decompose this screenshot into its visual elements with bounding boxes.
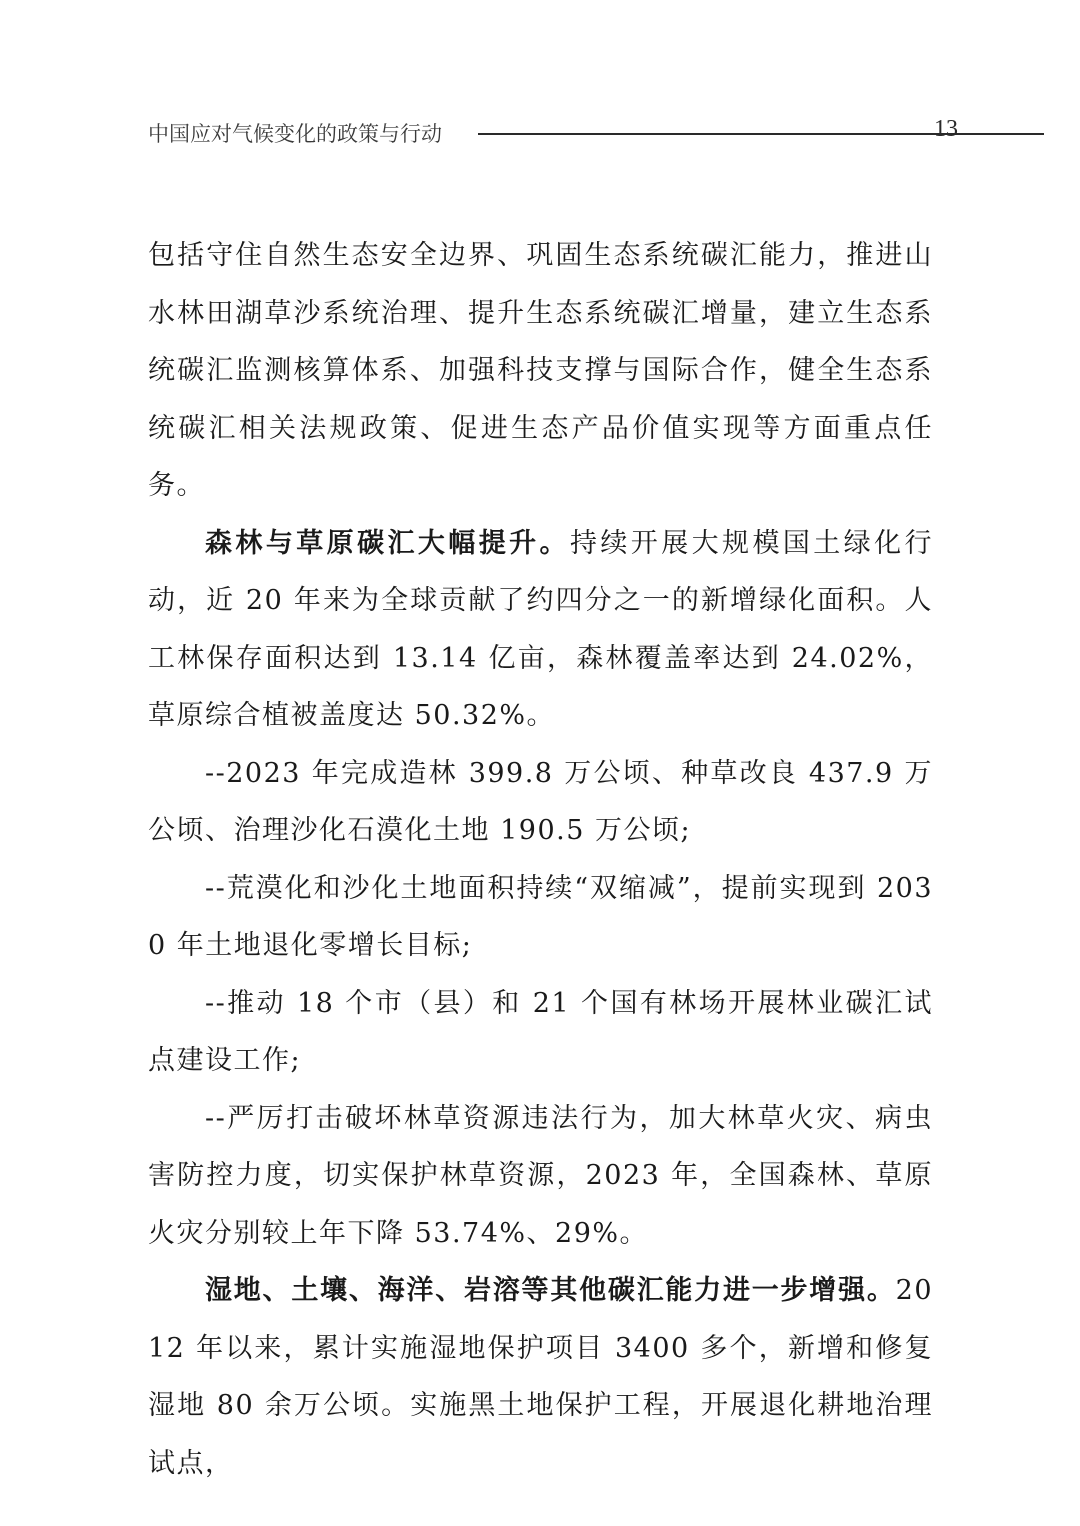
paragraph-other-sinks [148, 1262, 933, 1492]
list-item-text: --严厉打击破坏林草资源违法行为，加大林草火灾、病虫害防控力度，切实保护林草资源，2023 年，全国森林、草原火灾分别较上年下降 53.74%、29%。 [148, 1102, 933, 1249]
list-item [148, 1090, 933, 1263]
paragraph-forest-grassland [148, 515, 933, 745]
header-title: 中国应对气候变化的政策与行动 [148, 122, 442, 146]
paragraph-text: 包括守住自然生态安全边界、巩固生态系统碳汇能力，推进山水林田湖草沙系统治理、提升生态系统碳汇增量，建立生态系统碳汇监测核算体系、加强科技支撑与国际合作，健全生态系统碳汇相关法规政策、促进生态产品价值实现等方面重点任务。 [148, 240, 933, 501]
page-number: 13 [934, 116, 958, 142]
list-item-text: --荒漠化和沙化土地面积持续“双缩减”，提前实现到 2030 年土地退化零增长目标; [148, 872, 933, 961]
header-rule [478, 133, 1044, 135]
list-item [148, 975, 933, 1090]
list-item-text: --推动 18 个市（县）和 21 个国有林场开展林业碳汇试点建设工作; [148, 987, 933, 1076]
list-item [148, 745, 933, 860]
running-header [148, 116, 960, 150]
body-text [148, 227, 933, 1492]
list-item-text: --2023 年完成造林 399.8 万公顷、种草改良 437.9 万公顷、治理沙化石漠化土地 190.5 万公顷; [148, 757, 933, 846]
paragraph-continuation [148, 227, 933, 515]
paragraph-text: 持续开展大规模国土绿化行动，近 20 年来为全球贡献了约四分之一的新增绿化面积。人工林保存面积达到 13.14 亿亩，森林覆盖率达到 24.02%，草原综合植被盖度达 50.32%。 [148, 527, 934, 731]
paragraph-heading: 森林与草原碳汇大幅提升。 [205, 527, 570, 559]
paragraph-text: 2012 年以来，累计实施湿地保护项目 3400 多个，新增和修复湿地 80 余万公顷。实施黑土地保护工程，开展退化耕地治理试点， [148, 1275, 933, 1479]
list-item [148, 860, 933, 975]
paragraph-heading: 湿地、土壤、海洋、岩溶等其他碳汇能力进一步增强。 [205, 1275, 896, 1306]
